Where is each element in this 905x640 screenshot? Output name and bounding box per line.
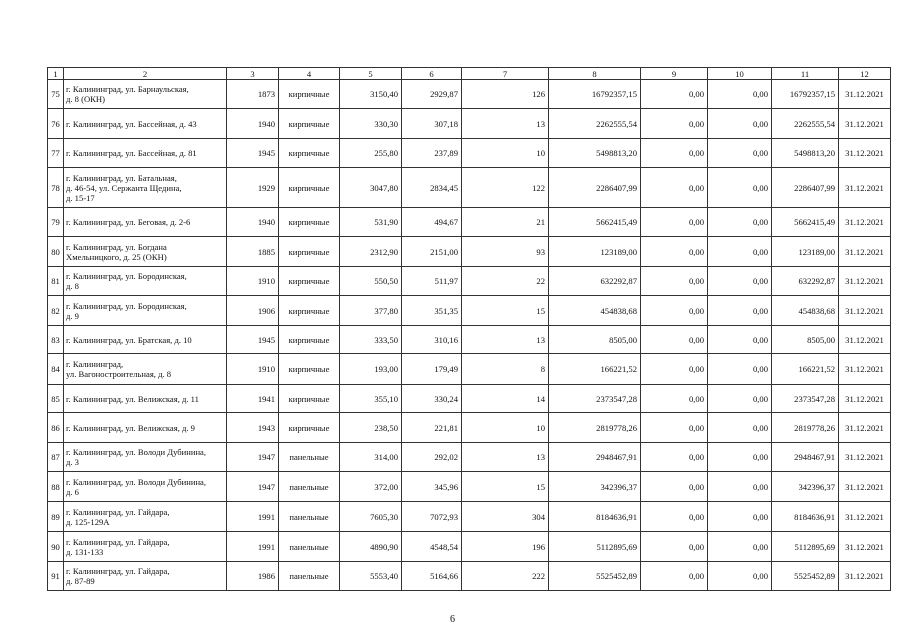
value-9-cell: 0,00: [641, 562, 708, 591]
address-cell: [64, 109, 227, 139]
total-area-cell: 333,50: [340, 326, 402, 354]
year-built-cell: 1945: [227, 139, 279, 168]
address-line: ул. Вагоностроительная, д. 8: [66, 369, 172, 379]
column-number: 12: [839, 68, 891, 80]
year-built-cell: 1947: [227, 443, 279, 472]
table-row: [48, 267, 891, 296]
table-row: [48, 443, 891, 472]
row-number: 87: [48, 443, 64, 472]
address-cell: [64, 80, 227, 109]
value-11-cell: 5112895,69: [772, 532, 839, 562]
address-line: д. 8 (ОКН): [66, 94, 105, 104]
address-cell: [64, 267, 227, 296]
living-area-cell: 4548,54: [402, 532, 462, 562]
residents-cell: 304: [462, 502, 549, 532]
total-area-cell: 7605,30: [340, 502, 402, 532]
wall-material-cell: кирпичные: [279, 267, 340, 296]
cost-cell: 16792357,15: [549, 80, 641, 109]
value-10-cell: 0,00: [708, 168, 772, 208]
address-cell: [64, 139, 227, 168]
value-10-cell: 0,00: [708, 385, 772, 413]
column-number: 3: [227, 68, 279, 80]
living-area-cell: 494,67: [402, 208, 462, 237]
address-cell: [64, 168, 227, 208]
living-area-cell: 2929,87: [402, 80, 462, 109]
value-11-cell: 5498813,20: [772, 139, 839, 168]
cost-cell: 123189,00: [549, 237, 641, 267]
value-11-cell: 5525452,89: [772, 562, 839, 591]
address-line: д. 8: [66, 281, 79, 291]
total-area-cell: 372,00: [340, 472, 402, 502]
address-line: г. Калининград, ул. Гайдара,: [66, 566, 170, 576]
value-11-cell: 632292,87: [772, 267, 839, 296]
wall-material-cell: панельные: [279, 562, 340, 591]
date-cell: 31.12.2021: [839, 80, 891, 109]
value-10-cell: 0,00: [708, 296, 772, 326]
address-line: д. 3: [66, 457, 79, 467]
address-cell: [64, 413, 227, 443]
cost-cell: 2819778,26: [549, 413, 641, 443]
column-number: 1: [48, 68, 64, 80]
cost-cell: 8505,00: [549, 326, 641, 354]
row-number: 82: [48, 296, 64, 326]
row-number: 90: [48, 532, 64, 562]
living-area-cell: 2151,00: [402, 237, 462, 267]
value-11-cell: 123189,00: [772, 237, 839, 267]
residents-cell: 15: [462, 472, 549, 502]
value-9-cell: 0,00: [641, 237, 708, 267]
residents-cell: 14: [462, 385, 549, 413]
living-area-cell: 330,24: [402, 385, 462, 413]
table-row: [48, 562, 891, 591]
year-built-cell: 1873: [227, 80, 279, 109]
value-9-cell: 0,00: [641, 413, 708, 443]
value-9-cell: 0,00: [641, 532, 708, 562]
wall-material-cell: панельные: [279, 532, 340, 562]
total-area-cell: 377,80: [340, 296, 402, 326]
address-line: г. Калининград, ул. Беговая, д. 2-6: [66, 217, 191, 227]
total-area-cell: 355,10: [340, 385, 402, 413]
value-11-cell: 8184636,91: [772, 502, 839, 532]
row-number: 79: [48, 208, 64, 237]
total-area-cell: 3047,80: [340, 168, 402, 208]
address-line: г. Калининград, ул. Бородинская,: [66, 271, 187, 281]
cost-cell: 2262555,54: [549, 109, 641, 139]
year-built-cell: 1943: [227, 413, 279, 443]
value-9-cell: 0,00: [641, 139, 708, 168]
living-area-cell: 345,96: [402, 472, 462, 502]
value-9-cell: 0,00: [641, 109, 708, 139]
address-line: г. Калининград, ул. Братская, д. 10: [66, 334, 192, 345]
value-9-cell: 0,00: [641, 80, 708, 109]
year-built-cell: 1991: [227, 502, 279, 532]
wall-material-cell: кирпичные: [279, 354, 340, 385]
date-cell: 31.12.2021: [839, 443, 891, 472]
table-row: [48, 326, 891, 354]
residents-cell: 13: [462, 326, 549, 354]
value-10-cell: 0,00: [708, 267, 772, 296]
value-9-cell: 0,00: [641, 296, 708, 326]
address-line: г. Калининград, ул. Володи Дубинина,: [66, 476, 207, 487]
cost-cell: 632292,87: [549, 267, 641, 296]
value-10-cell: 0,00: [708, 354, 772, 385]
wall-material-cell: кирпичные: [279, 296, 340, 326]
wall-material-cell: кирпичные: [279, 208, 340, 237]
date-cell: 31.12.2021: [839, 237, 891, 267]
address-line: г. Калининград, ул. Бородинская,: [66, 300, 187, 311]
row-number: 88: [48, 472, 64, 502]
value-11-cell: 2373547,28: [772, 385, 839, 413]
row-number: 77: [48, 139, 64, 168]
row-number: 80: [48, 237, 64, 267]
total-area-cell: 3150,40: [340, 80, 402, 109]
living-area-cell: 179,49: [402, 354, 462, 385]
address-line: г. Калининград, ул. Гайдара,: [66, 506, 170, 517]
date-cell: 31.12.2021: [839, 354, 891, 385]
row-number: 83: [48, 326, 64, 354]
column-number: 8: [549, 68, 641, 80]
address-line: д. 125-129А: [66, 516, 110, 527]
address-cell: [64, 326, 227, 354]
value-10-cell: 0,00: [708, 502, 772, 532]
address-line: д. 15-17: [66, 192, 95, 203]
table-row: [48, 139, 891, 168]
cost-cell: 166221,52: [549, 354, 641, 385]
address-cell: [64, 296, 227, 326]
total-area-cell: 238,50: [340, 413, 402, 443]
year-built-cell: 1885: [227, 237, 279, 267]
residents-cell: 122: [462, 168, 549, 208]
address-cell: [64, 237, 227, 267]
year-built-cell: 1986: [227, 562, 279, 591]
cost-cell: 2286407,99: [549, 168, 641, 208]
living-area-cell: 511,97: [402, 267, 462, 296]
address-line: г. Калининград, ул. Велижская, д. 11: [66, 393, 199, 404]
row-number: 81: [48, 267, 64, 296]
value-9-cell: 0,00: [641, 326, 708, 354]
wall-material-cell: кирпичные: [279, 413, 340, 443]
value-11-cell: 454838,68: [772, 296, 839, 326]
value-9-cell: 0,00: [641, 208, 708, 237]
residents-cell: 196: [462, 532, 549, 562]
table-row: [48, 296, 891, 326]
row-number: 85: [48, 385, 64, 413]
column-number-row: [48, 68, 891, 80]
total-area-cell: 531,90: [340, 208, 402, 237]
address-cell: [64, 354, 227, 385]
value-11-cell: 8505,00: [772, 326, 839, 354]
value-10-cell: 0,00: [708, 139, 772, 168]
address-line: д. 46-54, ул. Сержанта Щедина,: [66, 182, 182, 193]
row-number: 86: [48, 413, 64, 443]
living-area-cell: 292,02: [402, 443, 462, 472]
row-number: 91: [48, 562, 64, 591]
wall-material-cell: кирпичные: [279, 385, 340, 413]
wall-material-cell: кирпичные: [279, 80, 340, 109]
address-line: г. Калининград, ул. Богдана: [66, 241, 167, 252]
column-number: 11: [772, 68, 839, 80]
wall-material-cell: панельные: [279, 472, 340, 502]
year-built-cell: 1940: [227, 109, 279, 139]
living-area-cell: 5164,66: [402, 562, 462, 591]
living-area-cell: 221,81: [402, 413, 462, 443]
year-built-cell: 1941: [227, 385, 279, 413]
wall-material-cell: кирпичные: [279, 109, 340, 139]
living-area-cell: 351,35: [402, 296, 462, 326]
table-row: [48, 413, 891, 443]
living-area-cell: 310,16: [402, 326, 462, 354]
date-cell: 31.12.2021: [839, 472, 891, 502]
table-row: [48, 502, 891, 532]
residents-cell: 13: [462, 109, 549, 139]
value-10-cell: 0,00: [708, 562, 772, 591]
value-10-cell: 0,00: [708, 109, 772, 139]
cost-cell: 5498813,20: [549, 139, 641, 168]
table-row: [48, 109, 891, 139]
date-cell: 31.12.2021: [839, 168, 891, 208]
address-line: г. Калининград, ул. Бассейная, д. 43: [66, 118, 197, 129]
wall-material-cell: панельные: [279, 502, 340, 532]
residents-cell: 8: [462, 354, 549, 385]
column-number: 4: [279, 68, 340, 80]
table-row: [48, 168, 891, 208]
value-9-cell: 0,00: [641, 443, 708, 472]
value-10-cell: 0,00: [708, 208, 772, 237]
wall-material-cell: панельные: [279, 443, 340, 472]
row-number: 76: [48, 109, 64, 139]
value-11-cell: 342396,37: [772, 472, 839, 502]
address-line: г. Калининград, ул. Батальная,: [66, 172, 177, 183]
value-11-cell: 166221,52: [772, 354, 839, 385]
value-10-cell: 0,00: [708, 443, 772, 472]
table-row: [48, 208, 891, 237]
residents-cell: 93: [462, 237, 549, 267]
cost-cell: 454838,68: [549, 296, 641, 326]
value-10-cell: 0,00: [708, 472, 772, 502]
address-cell: [64, 443, 227, 472]
column-number: 10: [708, 68, 772, 80]
address-line: г. Калининград, ул. Гайдара,: [66, 536, 170, 547]
year-built-cell: 1906: [227, 296, 279, 326]
cost-cell: 5525452,89: [549, 562, 641, 591]
cost-cell: 5662415,49: [549, 208, 641, 237]
column-number: 2: [64, 68, 227, 80]
residents-cell: 21: [462, 208, 549, 237]
year-built-cell: 1940: [227, 208, 279, 237]
total-area-cell: 2312,90: [340, 237, 402, 267]
residents-cell: 10: [462, 413, 549, 443]
year-built-cell: 1910: [227, 354, 279, 385]
value-11-cell: 2286407,99: [772, 168, 839, 208]
address-line: Хмельницкого, д. 25 (ОКН): [66, 251, 167, 262]
residents-cell: 22: [462, 267, 549, 296]
living-area-cell: 2834,45: [402, 168, 462, 208]
address-line: г. Калининград, ул. Барнаульская,: [66, 84, 189, 94]
value-11-cell: 2819778,26: [772, 413, 839, 443]
total-area-cell: 193,00: [340, 354, 402, 385]
date-cell: 31.12.2021: [839, 532, 891, 562]
date-cell: 31.12.2021: [839, 385, 891, 413]
date-cell: 31.12.2021: [839, 267, 891, 296]
value-9-cell: 0,00: [641, 502, 708, 532]
column-number: 9: [641, 68, 708, 80]
column-number: 6: [402, 68, 462, 80]
total-area-cell: 330,30: [340, 109, 402, 139]
date-cell: 31.12.2021: [839, 413, 891, 443]
date-cell: 31.12.2021: [839, 139, 891, 168]
cost-cell: 5112895,69: [549, 532, 641, 562]
value-9-cell: 0,00: [641, 267, 708, 296]
address-line: г. Калининград, ул. Бассейная, д. 81: [66, 148, 197, 158]
address-line: д. 87-89: [66, 576, 95, 586]
housing-register-table: [47, 67, 891, 591]
value-11-cell: 5662415,49: [772, 208, 839, 237]
total-area-cell: 4890,90: [340, 532, 402, 562]
address-line: д. 9: [66, 310, 79, 321]
table-row: [48, 472, 891, 502]
living-area-cell: 237,89: [402, 139, 462, 168]
address-line: г. Калининград, ул. Велижская, д. 9: [66, 422, 195, 433]
year-built-cell: 1910: [227, 267, 279, 296]
address-cell: [64, 472, 227, 502]
row-number: 89: [48, 502, 64, 532]
living-area-cell: 7072,93: [402, 502, 462, 532]
date-cell: 31.12.2021: [839, 109, 891, 139]
table-row: [48, 354, 891, 385]
address-cell: [64, 385, 227, 413]
address-line: д. 131-133: [66, 546, 104, 557]
address-line: д. 6: [66, 486, 79, 497]
date-cell: 31.12.2021: [839, 326, 891, 354]
year-built-cell: 1929: [227, 168, 279, 208]
cost-cell: 2948467,91: [549, 443, 641, 472]
value-10-cell: 0,00: [708, 326, 772, 354]
residents-cell: 222: [462, 562, 549, 591]
value-10-cell: 0,00: [708, 237, 772, 267]
residents-cell: 10: [462, 139, 549, 168]
residents-cell: 13: [462, 443, 549, 472]
date-cell: 31.12.2021: [839, 208, 891, 237]
address-cell: [64, 532, 227, 562]
wall-material-cell: кирпичные: [279, 139, 340, 168]
value-9-cell: 0,00: [641, 472, 708, 502]
address-line: г. Калининград, ул. Володи Дубинина,: [66, 447, 207, 457]
value-9-cell: 0,00: [641, 385, 708, 413]
value-9-cell: 0,00: [641, 168, 708, 208]
residents-cell: 126: [462, 80, 549, 109]
cost-cell: 2373547,28: [549, 385, 641, 413]
total-area-cell: 255,80: [340, 139, 402, 168]
table-row: [48, 237, 891, 267]
value-11-cell: 2948467,91: [772, 443, 839, 472]
wall-material-cell: кирпичные: [279, 168, 340, 208]
date-cell: 31.12.2021: [839, 562, 891, 591]
value-11-cell: 16792357,15: [772, 80, 839, 109]
row-number: 84: [48, 354, 64, 385]
total-area-cell: 5553,40: [340, 562, 402, 591]
table-row: [48, 385, 891, 413]
residents-cell: 15: [462, 296, 549, 326]
date-cell: 31.12.2021: [839, 296, 891, 326]
value-9-cell: 0,00: [641, 354, 708, 385]
year-built-cell: 1947: [227, 472, 279, 502]
cost-cell: 342396,37: [549, 472, 641, 502]
wall-material-cell: кирпичные: [279, 326, 340, 354]
living-area-cell: 307,18: [402, 109, 462, 139]
value-10-cell: 0,00: [708, 532, 772, 562]
column-number: 5: [340, 68, 402, 80]
address-cell: [64, 502, 227, 532]
value-10-cell: 0,00: [708, 80, 772, 109]
value-11-cell: 2262555,54: [772, 109, 839, 139]
year-built-cell: 1945: [227, 326, 279, 354]
date-cell: 31.12.2021: [839, 502, 891, 532]
column-number: 7: [462, 68, 549, 80]
row-number: 78: [48, 168, 64, 208]
row-number: 75: [48, 80, 64, 109]
total-area-cell: 314,00: [340, 443, 402, 472]
value-10-cell: 0,00: [708, 413, 772, 443]
year-built-cell: 1991: [227, 532, 279, 562]
wall-material-cell: кирпичные: [279, 237, 340, 267]
address-cell: [64, 562, 227, 591]
table-row: [48, 80, 891, 109]
cost-cell: 8184636,91: [549, 502, 641, 532]
table-row: [48, 532, 891, 562]
total-area-cell: 550,50: [340, 267, 402, 296]
page-number: 6: [450, 614, 455, 625]
address-line: г. Калининград,: [66, 359, 124, 369]
address-cell: [64, 208, 227, 237]
